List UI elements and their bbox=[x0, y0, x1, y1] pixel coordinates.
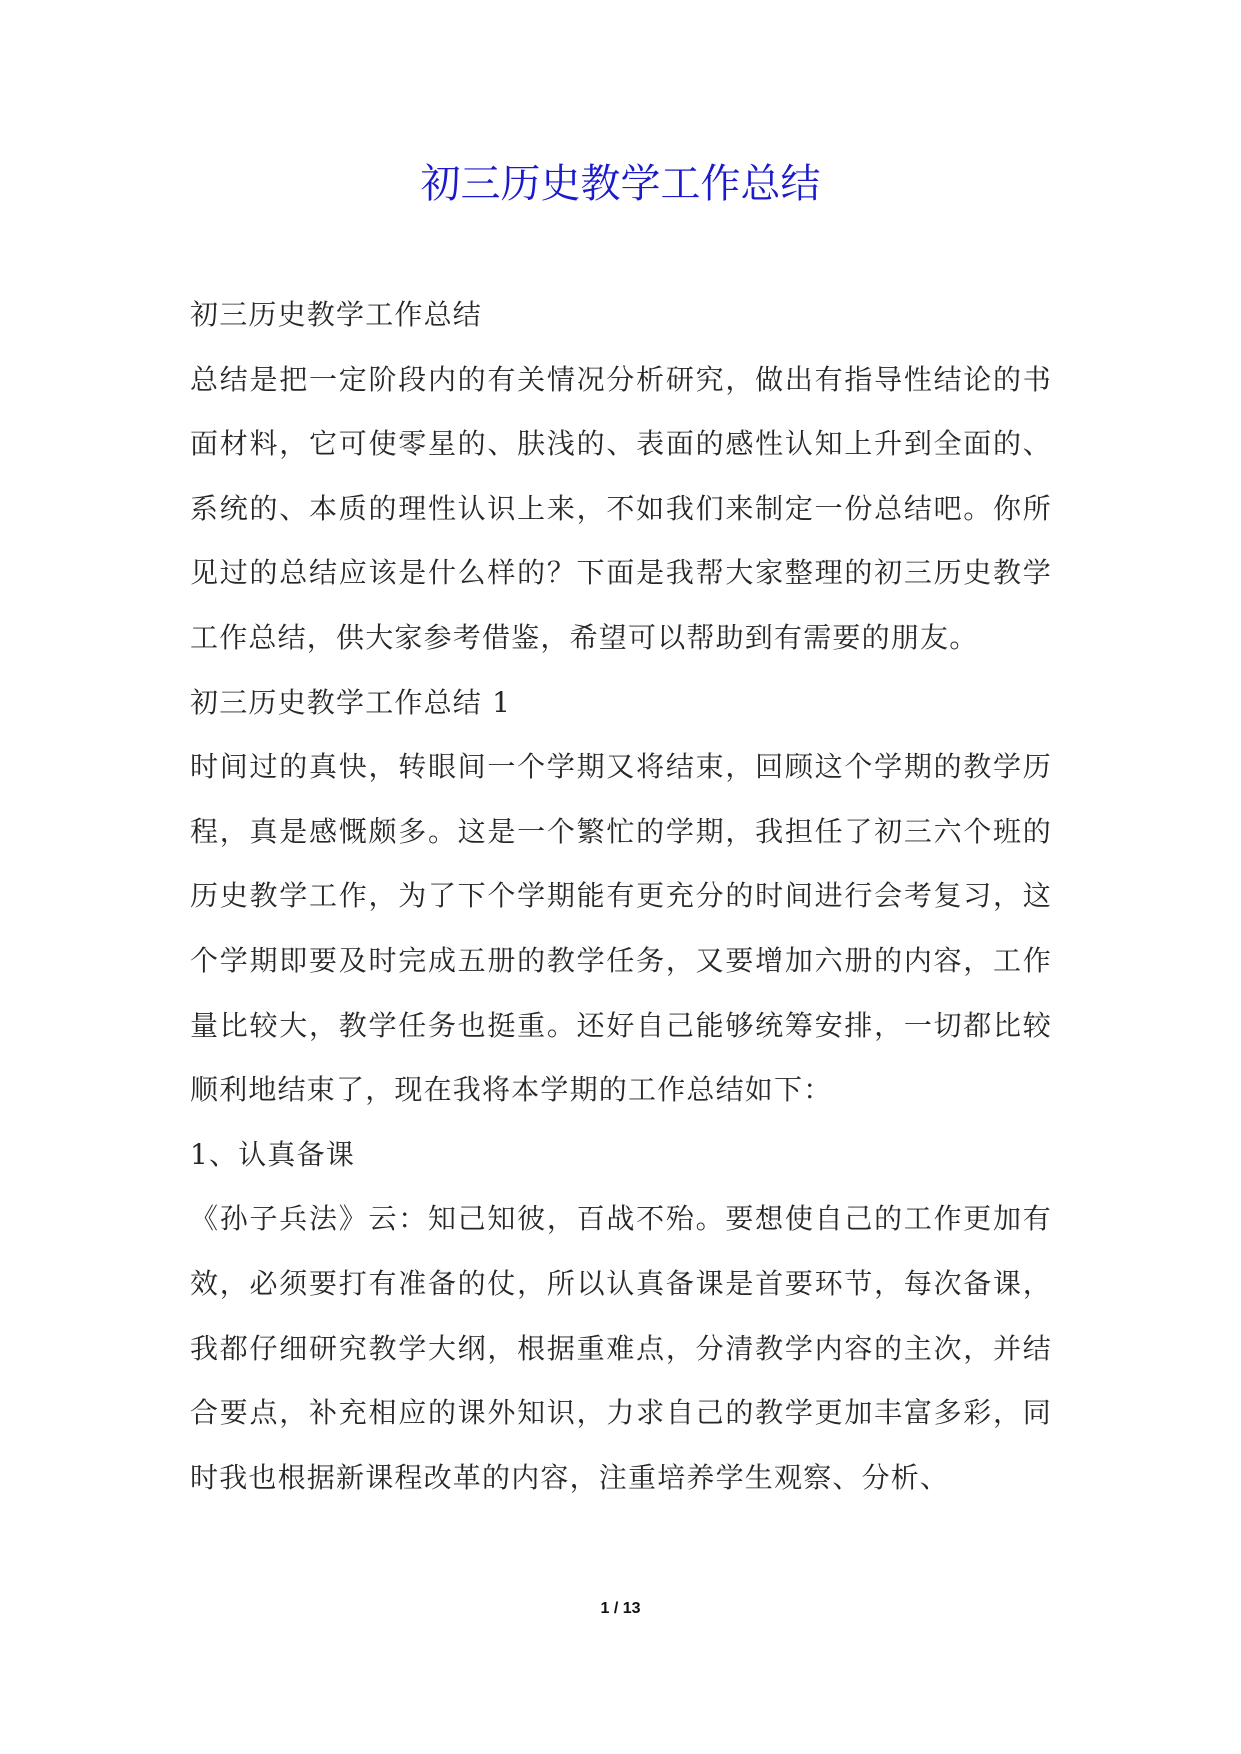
subtitle-paragraph: 初三历史教学工作总结 bbox=[190, 298, 483, 331]
document-title: 初三历史教学工作总结 bbox=[420, 161, 821, 207]
body-paragraph: 《孙子兵法》云：知己知彼，百战不殆。要想使自己的工作更加有效，必须要打有准备的仗，所以认真备课是首要环节，每次备课，我都仔细研究教学大纲，根据重难点，分清教学内容的主次，并结合要点，补充相应的课外知识，力求自己的教学更加丰富多彩，同时我也根据新课程改革的内容，注重培养学生观察、分析、 bbox=[190, 1202, 1052, 1494]
intro-paragraph: 总结是把一定阶段内的有关情况分析研究，做出有指导性结论的书面材料，它可使零星的、肤浅的、表面的感性认知上升到全面的、系统的、本质的理性认识上来，不如我们来制定一份总结吧。你所见过的总结应该是什么样的？下面是我帮大家整理的初三历史教学工作总结，供大家参考借鉴，希望可以帮助到有需要的朋友。 bbox=[190, 362, 1052, 654]
body-paragraph: 时间过的真快，转眼间一个学期又将结束，回顾这个学期的教学历程，真是感慨颇多。这是一个繁忙的学期，我担任了初三六个班的历史教学工作，为了下个学期能有更充分的时间进行会考复习，这个学期即要及时完成五册的教学任务，又要增加六册的内容，工作量比较大，教学任务也挺重。还好自己能够统筹安排，一切都比较顺利地结束了，现在我将本学期的工作总结如下： bbox=[190, 750, 1052, 1107]
page-number: 1 / 13 bbox=[600, 1600, 641, 1617]
section-heading: 初三历史教学工作总结 1 bbox=[190, 685, 512, 719]
subsection-heading: 1、认真备课 bbox=[190, 1137, 356, 1171]
document-body bbox=[190, 283, 1052, 1510]
